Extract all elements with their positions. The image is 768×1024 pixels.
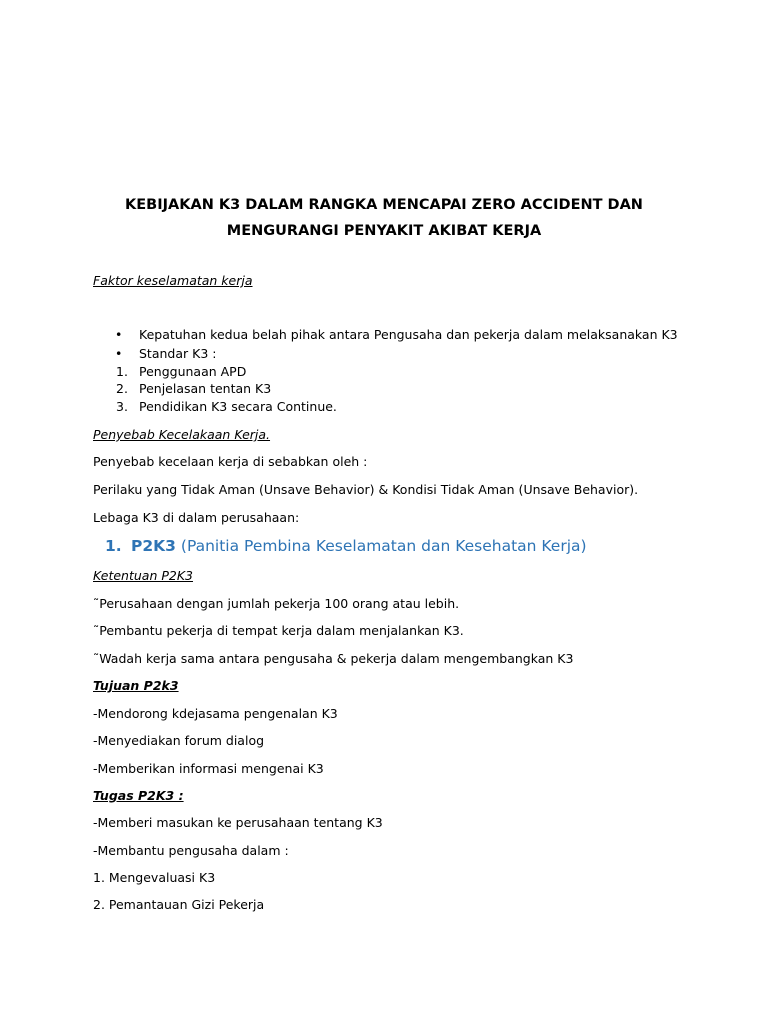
section-heading-faktor: Faktor keselamatan kerja — [93, 273, 253, 288]
list-item: 2. Pemantauan Gizi Pekerja — [93, 897, 265, 912]
section-heading-ketentuan: Ketentuan P2K3 — [93, 568, 193, 583]
numbered-item: Pendidikan K3 secara Continue. — [139, 399, 337, 414]
title-line-1: KEBIJAKAN K3 DALAM RANGKA MENCAPAI ZERO ACCIDENT DAN — [125, 197, 643, 213]
paragraph: Perilaku yang Tidak Aman (Unsave Behavior) & Kondisi Tidak Aman (Unsave Behavior). — [93, 482, 639, 497]
list-number: 2. — [116, 381, 128, 396]
heading-p2k3 — [105, 536, 587, 556]
paragraph: Lebaga K3 di dalam perusahaan: — [93, 510, 300, 525]
paragraph: Penyebab kecelaan kerja di sebabkan oleh : — [93, 454, 368, 469]
document-title — [0, 192, 768, 244]
list-number: 3. — [116, 399, 128, 414]
list-item: -Menyediakan forum dialog — [93, 733, 265, 748]
list-item: ˜Wadah kerja sama antara pengusaha & pekerja dalam mengembangkan K3 — [93, 651, 574, 666]
list-item: -Mendorong kdejasama pengenalan K3 — [93, 706, 338, 721]
list-item: ˜Pembantu pekerja di tempat kerja dalam menjalankan K3. — [93, 623, 464, 638]
bullet-icon: • — [115, 327, 123, 342]
list-item: -Membantu pengusaha dalam : — [93, 843, 289, 858]
list-number: 1. — [116, 364, 128, 379]
list-item: -Memberi masukan ke perusahaan tentang K3 — [93, 815, 383, 830]
heading-abbr: P2K3 — [131, 537, 176, 555]
section-heading-tujuan: Tujuan P2k3 — [93, 678, 179, 693]
numbered-item: Penggunaan APD — [139, 364, 247, 379]
bullet-item: Standar K3 : — [139, 346, 217, 361]
bullet-item: Kepatuhan kedua belah pihak antara Pengusaha dan pekerja dalam melaksanakan K3 — [139, 327, 678, 342]
list-item: -Memberikan informasi mengenai K3 — [93, 761, 324, 776]
heading-number: 1. — [105, 537, 122, 555]
title-line-2: MENGURANGI PENYAKIT AKIBAT KERJA — [226, 223, 542, 239]
section-heading-penyebab: Penyebab Kecelakaan Kerja. — [93, 427, 271, 442]
list-item: 1. Mengevaluasi K3 — [93, 870, 216, 885]
heading-text: (Panitia Pembina Keselamatan dan Kesehatan Kerja) — [180, 537, 587, 555]
numbered-item: Penjelasan tentan K3 — [139, 381, 272, 396]
bullet-icon: • — [115, 346, 123, 361]
list-item: ˜Perusahaan dengan jumlah pekerja 100 orang atau lebih. — [93, 596, 460, 611]
section-heading-tugas: Tugas P2K3 : — [93, 788, 184, 803]
